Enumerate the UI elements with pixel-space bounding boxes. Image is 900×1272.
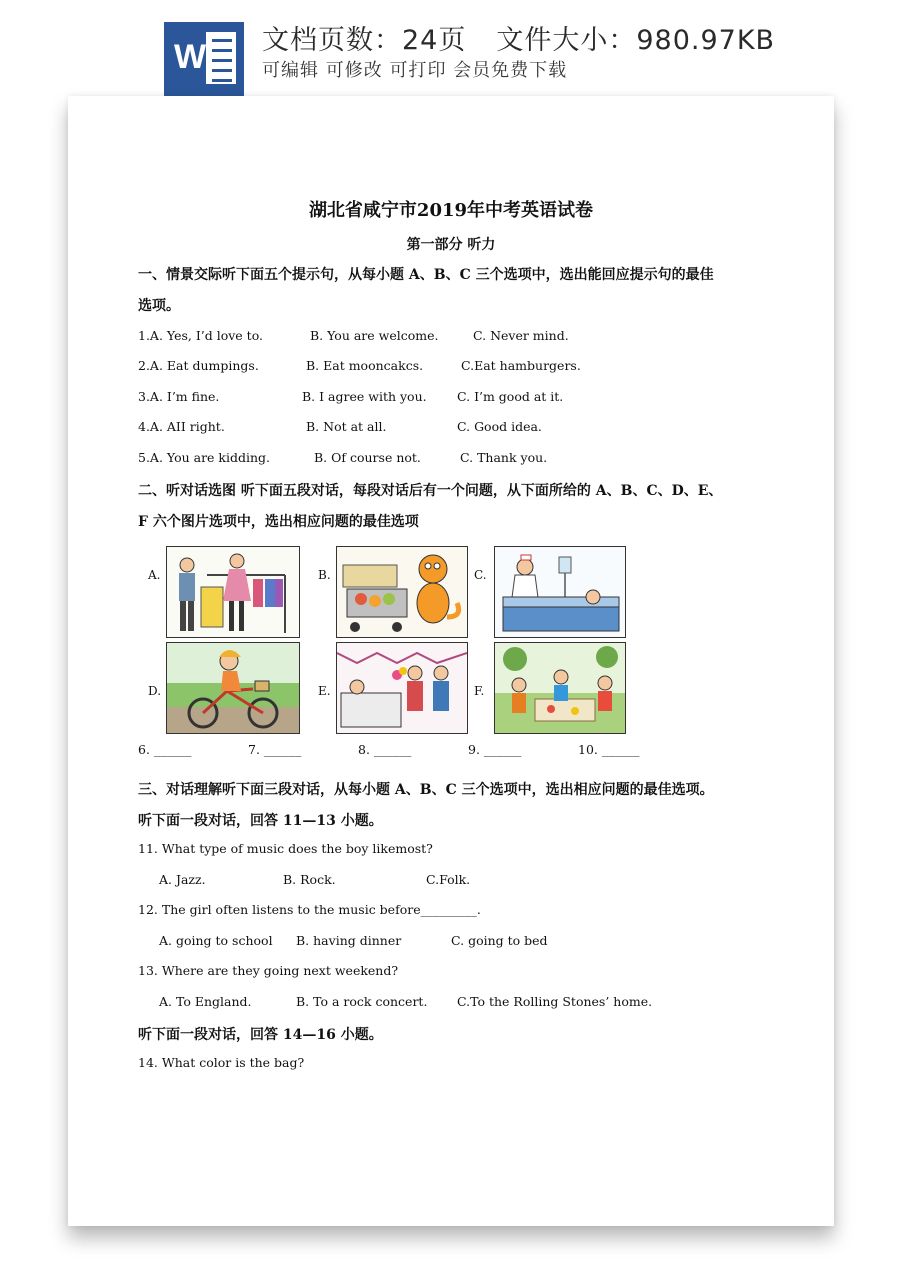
q3-option-c: C. I’m good at it. (457, 389, 564, 404)
answer-7: 7. ______ (248, 742, 302, 757)
word-document-icon: W (164, 22, 244, 96)
picture-label-c: C. (474, 568, 487, 582)
picture-label-f: F. (474, 684, 485, 698)
q3-option-a: 3.A. I’m fine. (138, 389, 220, 404)
question-13: 13. Where are they going next weekend? (138, 963, 399, 978)
q12-option-b: B. having dinner (296, 933, 402, 948)
q1-option-c: C. Never mind. (473, 328, 569, 343)
q11-option-c: C.Folk. (426, 872, 471, 887)
q12-option-a: A. going to school (159, 933, 273, 948)
q1-option-a: 1.A. Yes, I’d love to. (138, 328, 263, 343)
q2-option-c: C.Eat hamburgers. (461, 358, 581, 373)
q3-option-b: B. I agree with you. (302, 389, 427, 404)
q4-option-b: B. Not at all. (306, 419, 387, 434)
q5-option-a: 5.A. You are kidding. (138, 450, 271, 465)
q13-option-a: A. To England. (159, 994, 252, 1009)
q13-option-b: B. To a rock concert. (296, 994, 428, 1009)
q2-option-b: B. Eat mooncakcs. (306, 358, 424, 373)
picture-label-a: A. (148, 568, 161, 582)
picture-a-clothes-shop (166, 546, 300, 638)
answer-8: 8. ______ (358, 742, 412, 757)
download-banner (0, 0, 900, 96)
answer-9: 9. ______ (468, 742, 522, 757)
q4-option-a: 4.A. AII right. (138, 419, 225, 434)
picture-e-visit (336, 642, 468, 734)
page-title: 湖北省咸宁市2019年中考英语试卷 (308, 200, 594, 221)
section2-heading: 二、听对话选图 听下面五段对话，每段对话后有一个问题，从下面所给的 A、B、C、D、E、 (138, 483, 723, 499)
feature-list: 可编辑 可修改 可打印 会员免费下载 (262, 60, 568, 81)
document-page (68, 96, 834, 1226)
q11-option-b: B. Rock. (283, 872, 336, 887)
file-size: 文件大小：980.97KB (496, 25, 776, 56)
q13-option-c: C.To the Rolling Stones’ home. (457, 994, 653, 1009)
answer-10: 10. ______ (578, 742, 640, 757)
q4-option-c: C. Good idea. (457, 419, 542, 434)
question-14: 14. What color is the bag? (138, 1055, 305, 1070)
q5-option-c: C. Thank you. (460, 450, 548, 465)
dialogue-group-2: 听下面一段对话，回答 14—16 小题。 (138, 1027, 383, 1043)
dialogue-group-1: 听下面一段对话，回答 11—13 小题。 (138, 813, 383, 829)
q5-option-b: B. Of course not. (314, 450, 421, 465)
picture-label-d: D. (148, 684, 162, 698)
page-count: 文档页数：24页 (262, 25, 467, 56)
part-title: 第一部分 听力 (406, 237, 496, 253)
q11-option-a: A. Jazz. (159, 872, 206, 887)
picture-c-hospital (494, 546, 626, 638)
question-12: 12. The girl often listens to the music before_________. (138, 902, 481, 917)
q12-option-c: C. going to bed (451, 933, 548, 948)
file-info (262, 18, 775, 57)
section3-heading: 三、对话理解听下面三段对话，从每小题 A、B、C 三个选项中，选出相应问题的最佳选项。 (138, 782, 714, 798)
section1-heading-cont: 选项。 (138, 298, 180, 314)
picture-b-cat-shopping (336, 546, 468, 638)
section1-heading: 一、情景交际听下面五个提示句，从每小题 A、B、C 三个选项中，选出能回应提示句的最佳 (138, 267, 714, 283)
picture-f-picnic (494, 642, 626, 734)
q1-option-b: B. You are welcome. (310, 328, 439, 343)
section2-heading-cont: F 六个图片选项中，选出相应问题的最佳选项 (138, 514, 419, 530)
picture-d-bicycle (166, 642, 300, 734)
picture-label-e: E. (318, 684, 331, 698)
answer-6: 6. ______ (138, 742, 192, 757)
picture-label-b: B. (318, 568, 331, 582)
q2-option-a: 2.A. Eat dumpings. (138, 358, 259, 373)
question-11: 11. What type of music does the boy likemost? (138, 841, 433, 856)
